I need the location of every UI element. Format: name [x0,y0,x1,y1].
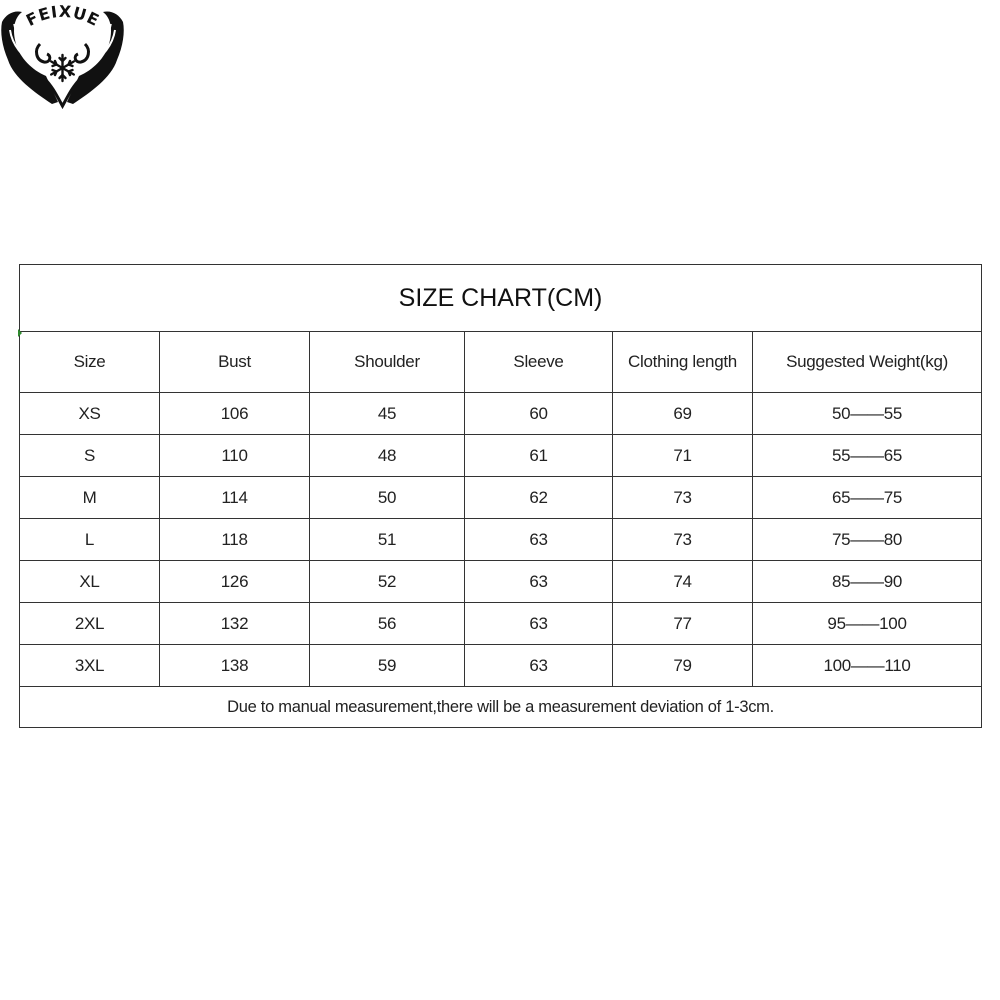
suggested-weight-cell: 50——55 [753,393,982,435]
clothing-length-cell: 79 [613,645,753,687]
shoulder-cell: 45 [310,393,465,435]
brand-logo [0,0,125,112]
sleeve-cell: 61 [465,435,613,477]
suggested-weight-cell: 75——80 [753,519,982,561]
column-header-bust: Bust [160,332,310,393]
shoulder-cell: 51 [310,519,465,561]
table-row [20,519,982,561]
table-title-row [20,265,982,332]
clothing-length-cell: 73 [613,477,753,519]
size-cell: M [20,477,160,519]
sleeve-cell: 63 [465,519,613,561]
clothing-length-cell: 71 [613,435,753,477]
shoulder-cell: 59 [310,645,465,687]
sleeve-cell: 60 [465,393,613,435]
table-row [20,435,982,477]
svg-text:FEIXUE: FEIXUE [23,1,103,31]
bust-cell: 138 [160,645,310,687]
table-header-row [20,332,982,393]
size-cell: S [20,435,160,477]
clothing-length-cell: 77 [613,603,753,645]
shoulder-cell: 52 [310,561,465,603]
bust-cell: 114 [160,477,310,519]
column-header-size: Size [20,332,160,393]
shoulder-cell: 48 [310,435,465,477]
table-row [20,477,982,519]
table-row [20,603,982,645]
suggested-weight-cell: 95——100 [753,603,982,645]
measurement-footnote: Due to manual measurement,there will be a measurement deviation of 1-3cm. [20,687,982,728]
sleeve-cell: 63 [465,561,613,603]
bust-cell: 106 [160,393,310,435]
bust-cell: 132 [160,603,310,645]
table-row [20,645,982,687]
bust-cell: 126 [160,561,310,603]
clothing-length-cell: 74 [613,561,753,603]
clothing-length-cell: 69 [613,393,753,435]
table-row [20,561,982,603]
shoulder-cell: 56 [310,603,465,645]
sleeve-cell: 63 [465,645,613,687]
size-cell: L [20,519,160,561]
column-header-shoulder: Shoulder [310,332,465,393]
size-cell: 2XL [20,603,160,645]
suggested-weight-cell: 55——65 [753,435,982,477]
table-title: SIZE CHART(CM) [20,265,982,332]
size-cell: 3XL [20,645,160,687]
column-header-clothing-length: Clothing length [613,332,753,393]
bust-cell: 118 [160,519,310,561]
suggested-weight-cell: 100——110 [753,645,982,687]
table-row [20,393,982,435]
snowflake-wings-emblem-icon [0,0,125,112]
bust-cell: 110 [160,435,310,477]
clothing-length-cell: 73 [613,519,753,561]
sleeve-cell: 62 [465,477,613,519]
column-header-suggested-weight: Suggested Weight(kg) [753,332,982,393]
shoulder-cell: 50 [310,477,465,519]
corner-marker [18,329,22,337]
size-chart-table [19,264,982,728]
size-cell: XS [20,393,160,435]
sleeve-cell: 63 [465,603,613,645]
size-cell: XL [20,561,160,603]
suggested-weight-cell: 65——75 [753,477,982,519]
table-footnote-row [20,687,982,728]
column-header-sleeve: Sleeve [465,332,613,393]
suggested-weight-cell: 85——90 [753,561,982,603]
